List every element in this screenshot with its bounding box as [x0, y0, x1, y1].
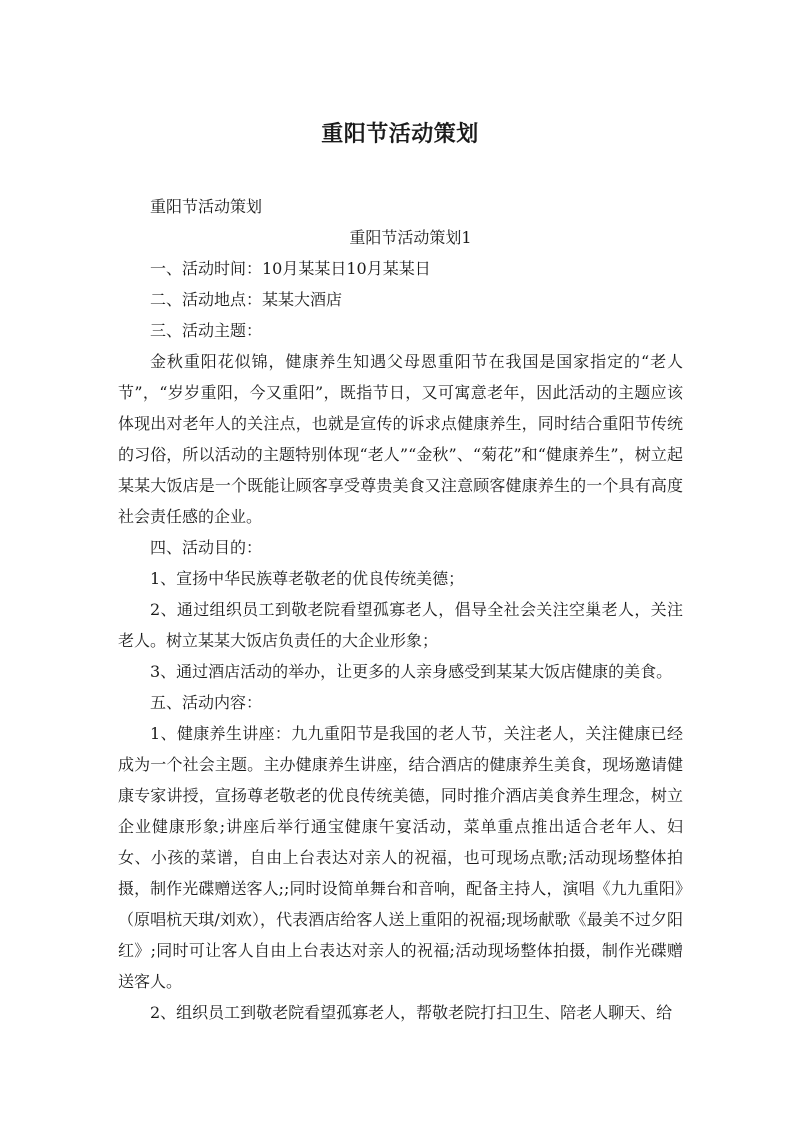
paragraph-purpose-heading: 四、活动目的： — [150, 538, 263, 557]
paragraph-purpose-2: 2、通过组织员工到敬老院看望孤寡老人，倡导全社会关注空巢老人，关注老人。树立某某大饭店负责任的大企业形象； — [118, 600, 683, 650]
paragraph-theme-body: 金秋重阳花似锦，健康养生知遇父母恩重阳节在我国是国家指定的“老人节”，“岁岁重阳，今又重阳”，既指节日，又可寓意老年，因此活动的主题应该体现出对老年人的关注点，也就是宣传的诉求点健康养生，同时结合重阳节传统的习俗，所以活动的主题特别体现“老人”“金秋”、“菊花”和“健康养生”，树立起某某大饭店是一个既能让顾客享受尊贵美食又注意顾客健康养生的一个具有高度社会责任感的企业。 — [118, 352, 683, 526]
paragraph-theme-heading: 三、活动主题： — [150, 321, 263, 340]
paragraph-content-1: 1、健康养生讲座：九九重阳节是我国的老人节，关注老人，关注健康已经成为一个社会主题。主办健康养生讲座，结合酒店的健康养生美食，现场邀请健康专家讲授，宣扬尊老敬老的优良传统美德，同时推介酒店美食养生理念，树立企业健康形象;讲座后举行通宝健康午宴活动，菜单重点推出适合老年人、妇女、小孩的菜谱，自由上台表达对亲人的祝福，也可现场点歌;活动现场整体拍摄，制作光碟赠送客人;;同时设简单舞台和音响，配备主持人，演唱《九九重阳》（原唱杭天琪/刘欢），代表酒店给客人送上重阳的祝福;现场献歌《最美不过夕阳红》;同时可让客人自由上台表达对亲人的祝福;活动现场整体拍摄，制作光碟赠送客人。 — [118, 724, 683, 991]
paragraph-activity-time: 一、活动时间：10月某某日10月某某日 — [150, 259, 431, 278]
paragraph-subtitle: 重阳节活动策划1 — [349, 228, 472, 247]
paragraph-purpose-1: 1、宣扬中华民族尊老敬老的优良传统美德； — [150, 569, 465, 588]
document-body — [118, 191, 683, 1028]
paragraph-content-heading: 五、活动内容： — [150, 693, 263, 712]
paragraph-purpose-3: 3、通过酒店活动的举办，让更多的人亲身感受到某某大饭店健康的美食。 — [150, 662, 673, 681]
paragraph-heading: 重阳节活动策划 — [150, 197, 263, 216]
paragraph-activity-location: 二、活动地点：某某大酒店 — [150, 290, 343, 309]
document-title: 重阳节活动策划 — [321, 122, 479, 147]
paragraph-content-2: 2、组织员工到敬老院看望孤寡老人，帮敬老院打扫卫生、陪老人聊天、给 — [150, 1003, 673, 1022]
